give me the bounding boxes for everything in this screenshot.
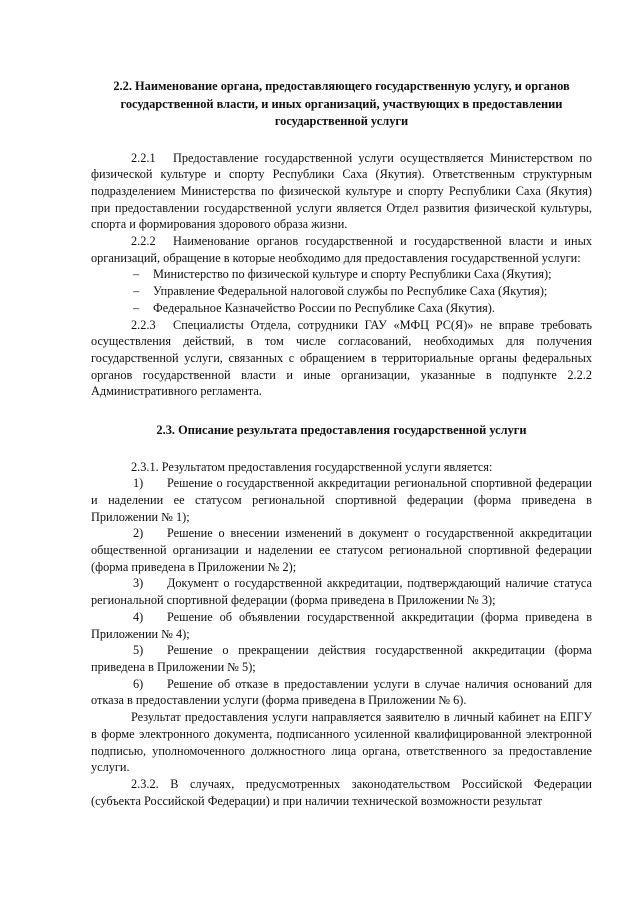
list-item-text: Министерство по физической культуре и спорту Республики Саха (Якутия); [153, 267, 552, 282]
dash-marker: – [133, 284, 140, 299]
item-number: 1) [133, 476, 144, 491]
list-item-text: Решение об отказе в предоставлении услуги в случае наличия оснований для отказа в предоставлении услуги (форма приведена в Приложении № 6). [91, 676, 592, 708]
list-item-text: Управление Федеральной налоговой службы по Республике Саха (Якутия); [153, 284, 548, 299]
paragraph-text: Наименование органов государственной и государственной власти и иных организаций, обращение в которые необходимо для предоставления государственной услуги: [91, 234, 592, 265]
list-item [91, 475, 592, 525]
list-item [91, 642, 592, 675]
list-item-text: Решение о государственной аккредитации региональной спортивной федерации и наделении ее статусом региональной спортивной федерации (форма приведена в Приложении № 1); [91, 476, 592, 524]
paragraph-number: 2.2.2 [131, 234, 156, 249]
paragraph-2-2-3 [91, 317, 592, 401]
item-number: 6) [133, 676, 144, 691]
paragraph-2-3-2: 2.3.2. В случаях, предусмотренных законодательством Российской Федерации (субъекта Российской Федерации) и при наличии технической возможности результат [91, 776, 592, 808]
list-item [91, 283, 592, 300]
paragraph-2-2-1 [91, 150, 592, 234]
paragraph-number: 2.2.3 [131, 317, 156, 332]
item-number: 3) [133, 576, 144, 591]
list-item-text: Документ о государственной аккредитации, подтверждающий наличие статуса региональной спортивной федерации (форма приведена в Приложении № 3); [91, 576, 592, 608]
dash-marker: – [133, 267, 140, 282]
paragraph-2-3-1: 2.3.1. Результатом предоставления государственной услуги является: [131, 459, 493, 474]
list-item [91, 525, 592, 575]
dash-marker: – [133, 300, 140, 315]
list-item-text: Решение о прекращении действия государственной аккредитации (форма приведена в Приложении № 5); [91, 643, 592, 674]
list-item-text: Федеральное Казначейство России по Республике Саха (Якутия). [153, 300, 495, 315]
paragraph-number: 2.2.1 [131, 150, 156, 165]
list-item [91, 609, 592, 642]
paragraph-text: Предоставление государственной услуги осуществляется Министерством по физической культуре и спорту Республики Саха (Якутия). Ответственным структурным подразделением Министерства по физической культуре и спорту Республики Саха (Якутия) при предоставлении государственной услуги является Отдел развития физической культуры, спорта и формирования здорового образа жизни. [91, 150, 592, 232]
list-item-text: Решение о внесении изменений в документ о государственной аккредитации общественной организации и наделении ее статусом региональной спортивной федерации (форма приведена в Приложении № 2); [91, 526, 592, 574]
results-list [91, 475, 592, 709]
paragraph-2-2-2 [91, 233, 592, 266]
item-number: 2) [133, 526, 144, 541]
organizations-list [91, 266, 592, 316]
section-2-2-heading: 2.2. Наименование органа, предоставляющего государственную услугу, и органов государственной власти, и иных организаций, участвующих в предоставлении государственной услуги [113, 79, 570, 128]
list-item [91, 300, 592, 317]
paragraph-text: Специалисты Отдела, сотрудники ГАУ «МФЦ РС(Я)» не вправе требовать осуществления действий, в том числе согласований, необходимых для получения государственной услуги, связанных с обращением в территориальные органы федеральных органов государственной власти и иные организации, указанные в подпункте 2.2.2 Административного регламента. [91, 317, 592, 399]
list-item-text: Решение об объявлении государственной аккредитации (форма приведена в Приложении № 4); [91, 609, 592, 641]
item-number: 5) [133, 643, 144, 658]
list-item [91, 676, 592, 709]
item-number: 4) [133, 609, 144, 624]
section-2-3-heading: 2.3. Описание результата предоставления государственной услуги [156, 423, 527, 438]
list-item [91, 575, 592, 608]
list-item [91, 266, 592, 283]
paragraph-result-delivery: Результат предоставления услуги направляется заявителю в личный кабинет на ЕПГУ в форме электронного документа, подписанного усиленной квалифицированной электронной подписью, уполномоченного должностного лица органа, ответственного за предоставление услуги. [91, 710, 592, 775]
